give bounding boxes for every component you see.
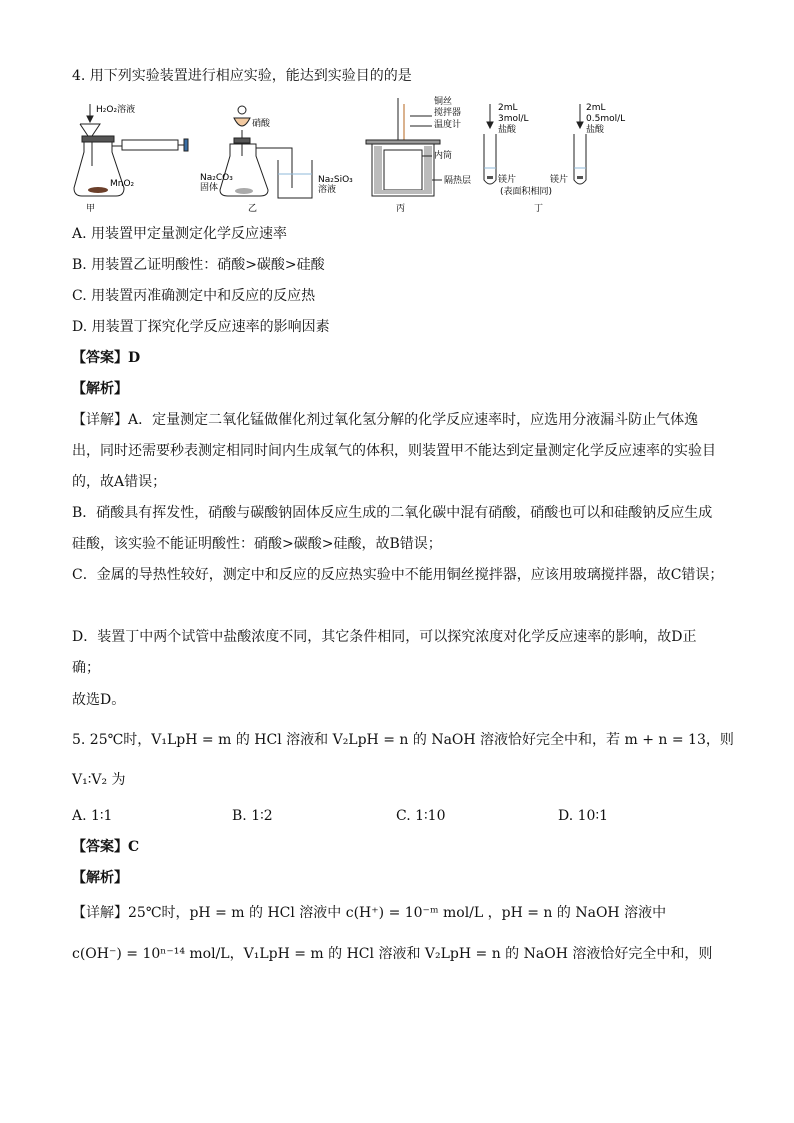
ding-note: (表面积相同) xyxy=(500,187,553,197)
q4-stem: 4. 用下列实验装置进行相应实验，能达到实验目的的是 xyxy=(72,68,412,84)
yi-solid-2: 固体 xyxy=(200,183,219,193)
q5-answer: 【答案】C xyxy=(72,839,140,855)
ding-mg-1: 镁片 xyxy=(498,175,517,185)
q4-conclusion: 故选D。 xyxy=(72,692,126,708)
yi-label: 乙 xyxy=(248,204,258,214)
yi-solid: Na₂CO₃ xyxy=(200,173,233,183)
q4-answer: 【答案】D xyxy=(72,350,141,366)
apparatus-figure xyxy=(72,96,652,220)
yi-acid: 硝酸 xyxy=(252,119,271,129)
q4-option-b: B. 用装置乙证明酸性：硝酸>碳酸>硅酸 xyxy=(72,257,325,273)
apparatus-diagram xyxy=(72,96,652,220)
q5-stem-2: V₁∶V₂ 为 xyxy=(72,772,126,788)
q4-option-c: C. 用装置丙准确测定中和反应的反应热 xyxy=(72,288,316,304)
bing-label: 丙 xyxy=(396,204,406,214)
bing-inner: 内筒 xyxy=(434,151,453,161)
apparatus-bing xyxy=(366,98,442,196)
ding-t2-volume: 2mL xyxy=(586,103,606,113)
bing-stirrer-2: 搅拌器 xyxy=(434,108,462,118)
jia-solid: MnO₂ xyxy=(110,179,135,189)
q4-detail-b: B．硝酸具有挥发性，硝酸与碳酸钠固体反应生成的二氧化碳中混有硝酸，硝酸也可以和硅酸钠反应生成硅酸，该实验不能证明酸性：硝酸>碳酸>硅酸，故B错误； xyxy=(72,505,713,552)
ding-t1-acid: 盐酸 xyxy=(498,125,517,135)
bing-thermometer: 温度计 xyxy=(434,120,462,130)
q5-detail-2: c(OH⁻) = 10ⁿ⁻¹⁴ mol/L，V₁LpH = m 的 HCl 溶液和 V₂LpH = n 的 NaOH 溶液恰好完全中和，则 xyxy=(72,946,713,962)
q5-stem-1: 5. 25℃时，V₁LpH = m 的 HCl 溶液和 V₂LpH = n 的 NaOH 溶液恰好完全中和，若 m + n = 13，则 xyxy=(72,732,734,748)
yi-solution: Na₂SiO₃ xyxy=(318,175,353,185)
ding-t2-acid: 盐酸 xyxy=(586,125,605,135)
q4-analysis-heading: 【解析】 xyxy=(72,381,128,397)
ding-label: 丁 xyxy=(534,204,544,214)
q5-option-b: B. 1∶2 xyxy=(232,808,273,824)
q4-detail-a: 【详解】A．定量测定二氧化锰做催化剂过氧化氢分解的化学反应速率时，应选用分液漏斗防止气体逸出，同时还需要秒表测定相同时间内生成氧气的体积，则装置甲不能达到定量测定化学反应速率的实验目的，故A错误； xyxy=(72,412,716,490)
yi-solution-2: 溶液 xyxy=(318,185,337,195)
jia-label: 甲 xyxy=(86,204,96,214)
ding-t1-conc: 3mol/L xyxy=(498,114,529,124)
q5-option-a: A. 1∶1 xyxy=(72,808,113,824)
q5-analysis-heading: 【解析】 xyxy=(72,870,128,886)
q5-detail-1: 【详解】25℃时，pH = m 的 HCl 溶液中 c(H⁺) = 10⁻ᵐ mol/L ，pH = n 的 NaOH 溶液中 xyxy=(72,905,667,921)
q4-detail-c: C．金属的导热性较好，测定中和反应的反应热实验中不能用铜丝搅拌器，应该用玻璃搅拌器，故C错误； xyxy=(72,567,724,583)
ding-mg-2: 镁片 xyxy=(550,175,569,185)
bing-stirrer-1: 铜丝 xyxy=(434,97,453,107)
q4-detail-d: D．装置丁中两个试管中盐酸浓度不同，其它条件相同，可以探究浓度对化学反应速率的影响，故D正确； xyxy=(72,629,697,676)
ding-t1-volume: 2mL xyxy=(498,103,518,113)
q5-option-d: D. 10∶1 xyxy=(558,808,608,824)
q4-option-a: A. 用装置甲定量测定化学反应速率 xyxy=(72,226,288,242)
jia-reagent: H₂O₂溶液 xyxy=(96,105,136,115)
ding-t2-conc: 0.5mol/L xyxy=(586,114,626,124)
bing-insulation: 隔热层 xyxy=(444,176,472,186)
q5-option-c: C. 1∶10 xyxy=(396,808,446,824)
q4-option-d: D. 用装置丁探究化学反应速率的影响因素 xyxy=(72,319,330,335)
